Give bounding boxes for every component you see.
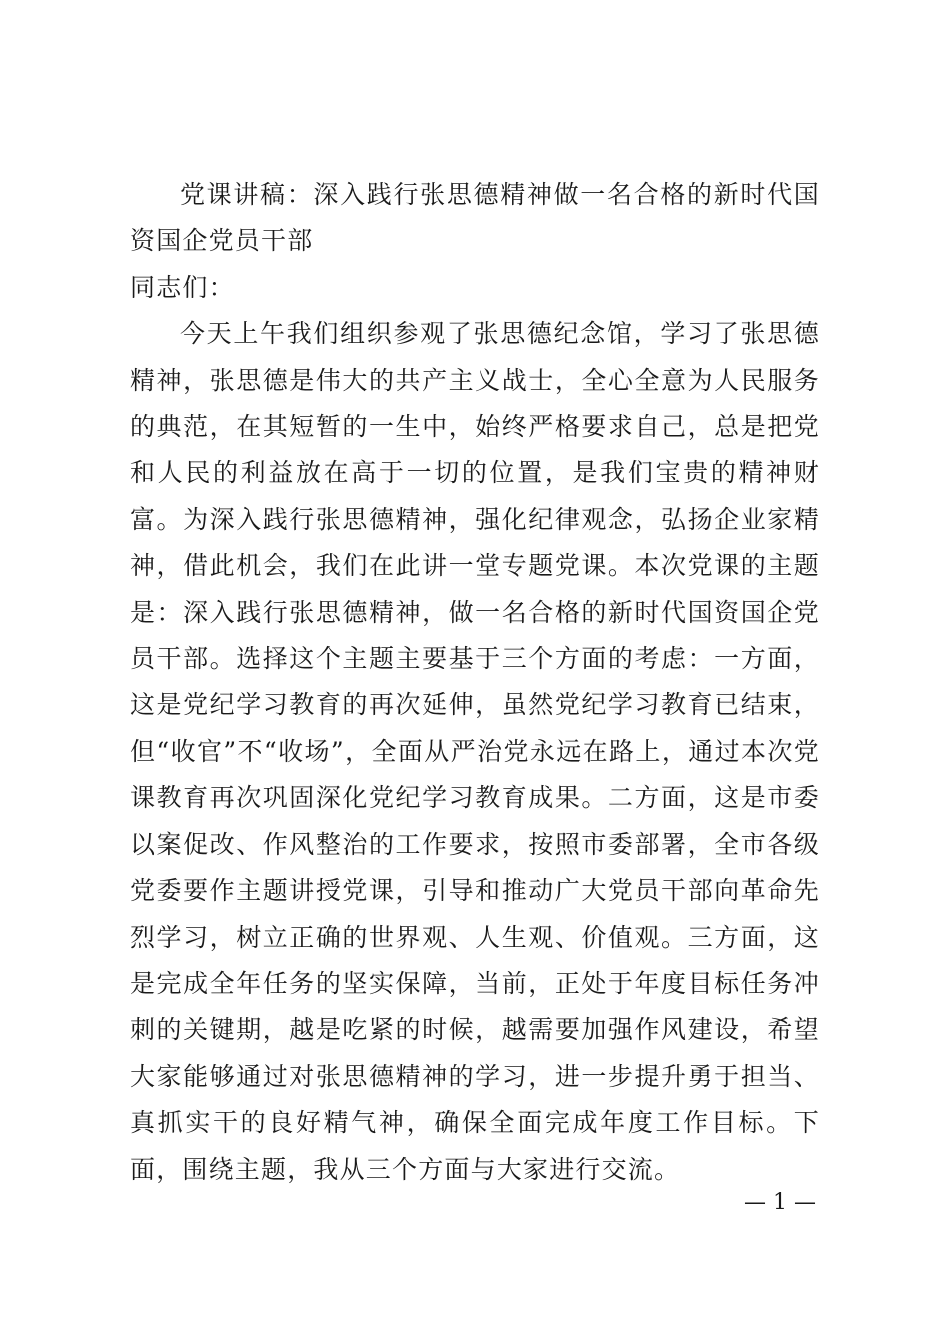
document-body	[130, 172, 820, 1193]
document-title: 党课讲稿：深入践行张思德精神做一名合格的新时代国资国企党员干部	[130, 180, 820, 256]
salutation: 同志们：	[130, 272, 235, 302]
body-paragraph: 今天上午我们组织参观了张思德纪念馆，学习了张思德精神，张思德是伟大的共产主义战士，全心全意为人民服务的典范，在其短暂的一生中，始终严格要求自己，总是把党和人民的利益放在高于一切的位置，是我们宝贵的精神财富。为深入践行张思德精神，强化纪律观念，弘扬企业家精神，借此机会，我们在此讲一堂专题党课。本次党课的主题是：深入践行张思德精神，做一名合格的新时代国资国企党员干部。选择这个主题主要基于三个方面的考虑：一方面，这是党纪学习教育的再次延伸，虽然党纪学习教育已结束，但“收官”不“收场”，全面从严治党永远在路上，通过本次党课教育再次巩固深化党纪学习教育成果。二方面，这是市委以案促改、作风整治的工作要求，按照市委部署，全市各级党委要作主题讲授党课，引导和推动广大党员干部向革命先烈学习，树立正确的世界观、人生观、价值观。三方面，这是完成全年任务的坚实保障，当前，正处于年度目标任务冲刺的关键期，越是吃紧的时候，越需要加强作风建设，希望大家能够通过对张思德精神的学习，进一步提升勇于担当、真抓实干的良好精气神，确保全面完成年度工作目标。下面，围绕主题，我从三个方面与大家进行交流。	[130, 319, 820, 1184]
page-number: — 1 —	[744, 1190, 816, 1215]
